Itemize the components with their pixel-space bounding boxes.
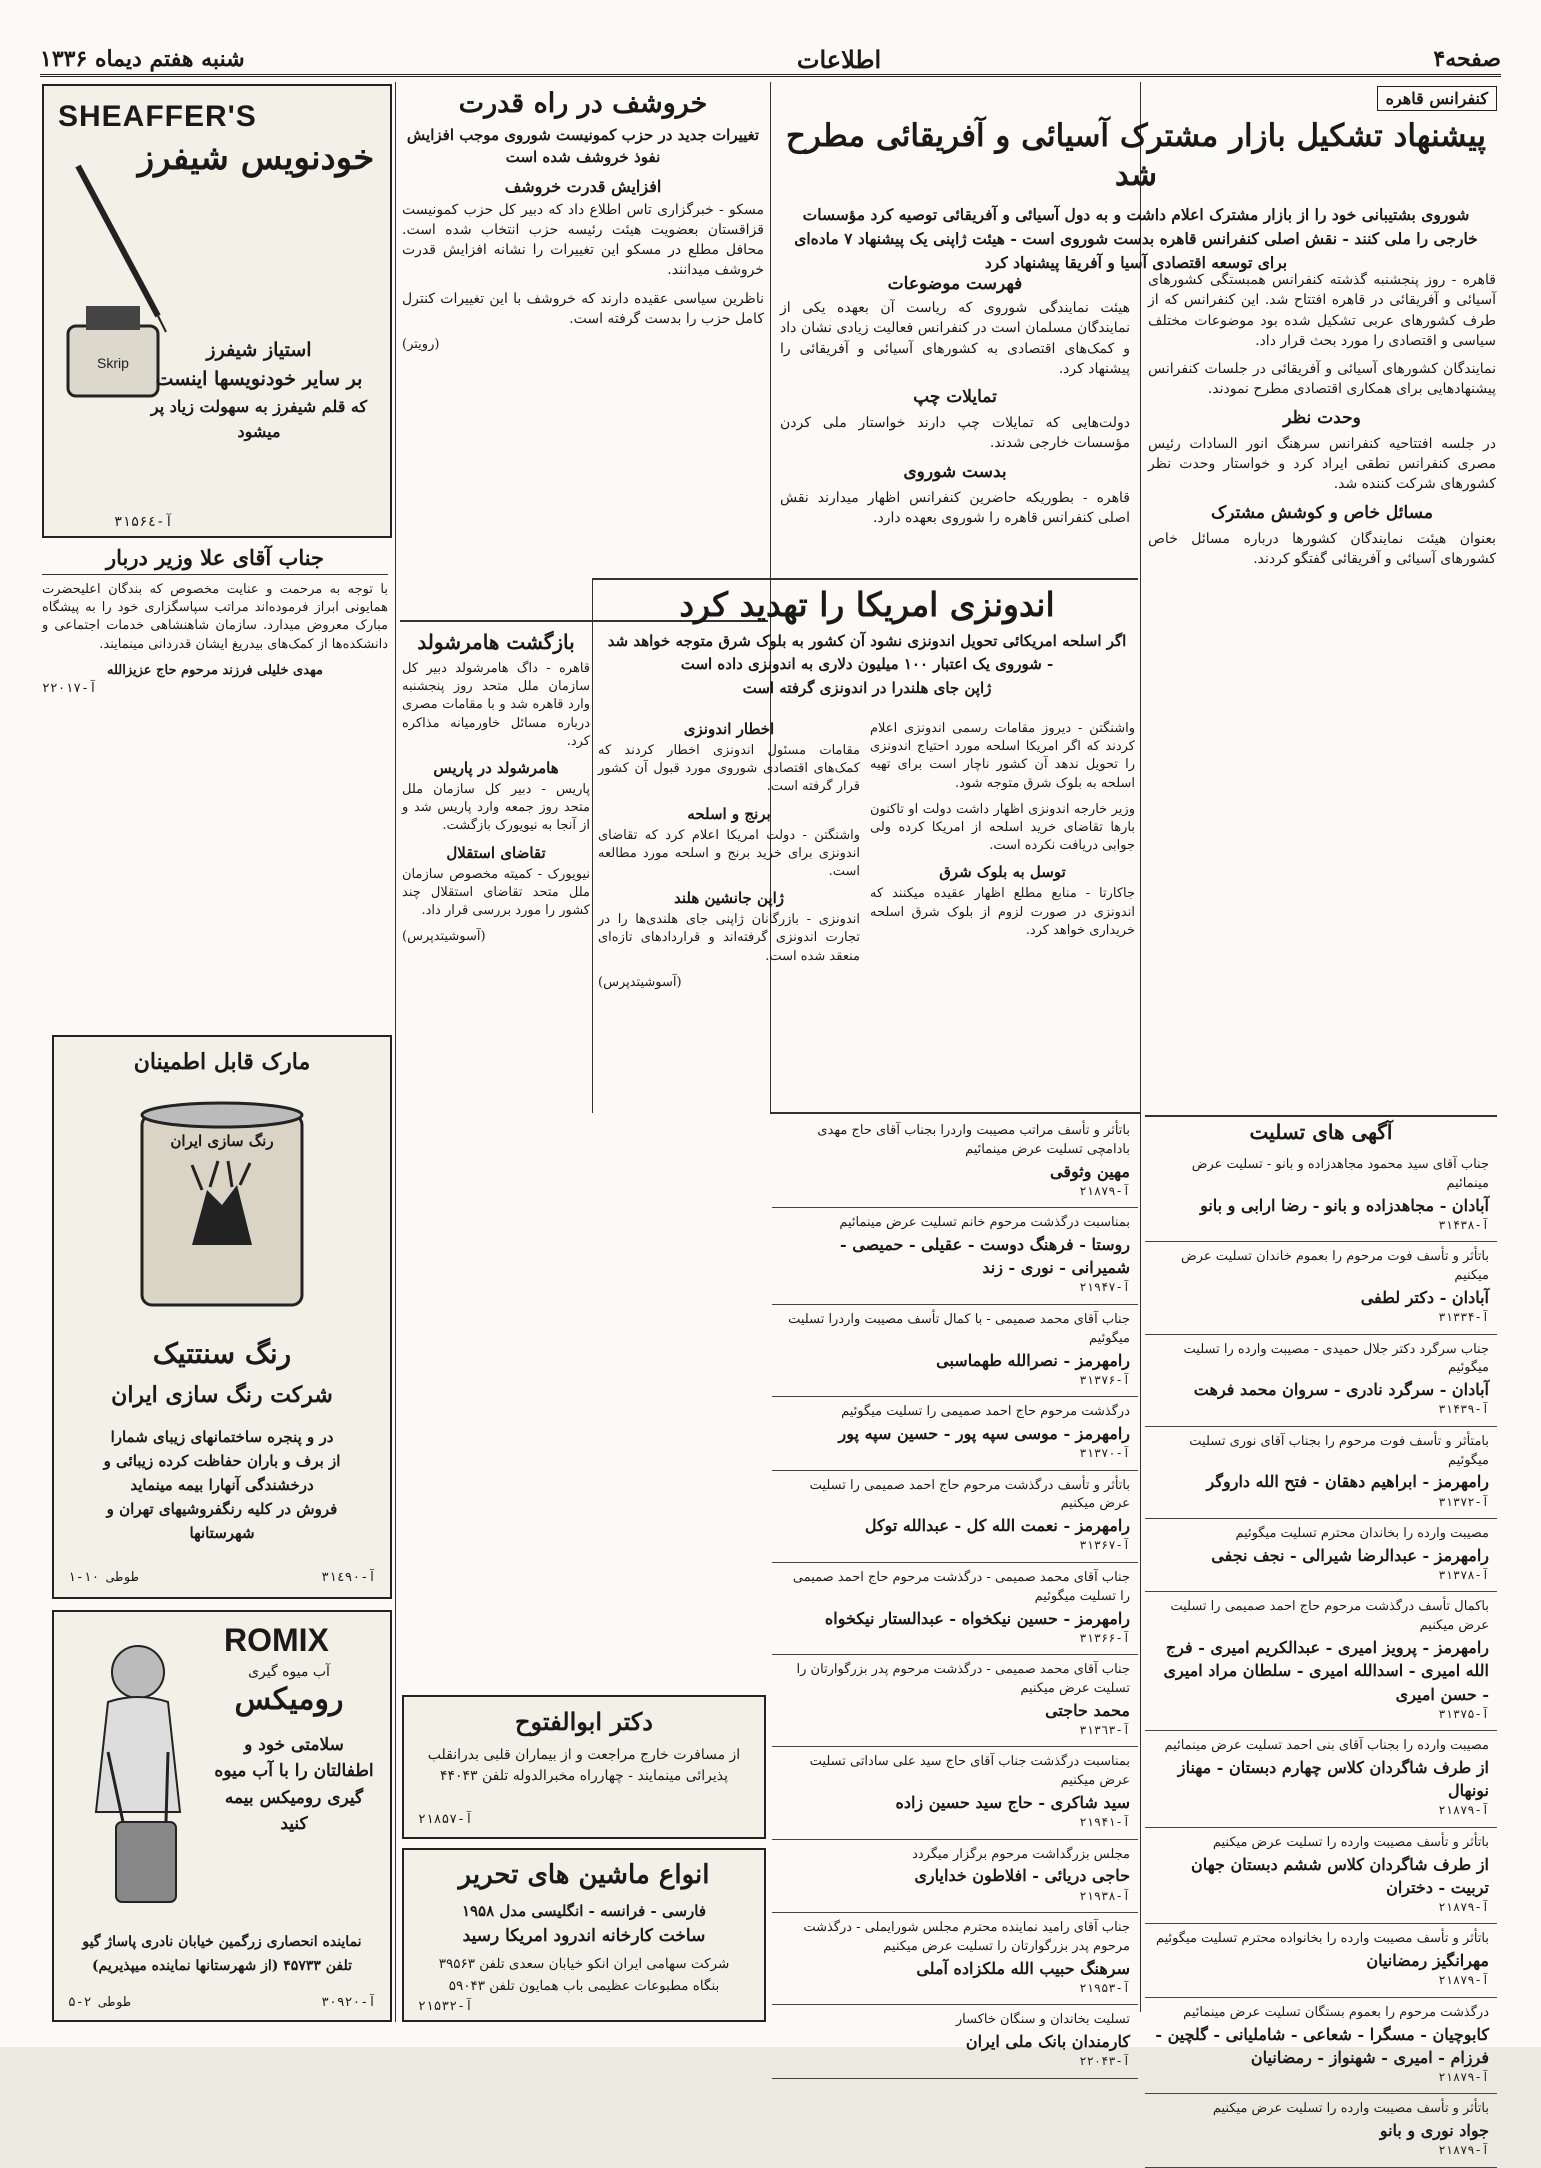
page-number: صفحه۴	[1433, 46, 1501, 72]
condolence-code: آ-۲۱۸۷۹	[1438, 2069, 1489, 2084]
condolence-notice	[772, 1563, 1138, 1655]
condolence-names: رامهرمز - ابراهیم دهقان - فتح الله داروگر	[1206, 1472, 1489, 1492]
condolence-notice	[772, 1397, 1138, 1470]
condolence-notice	[1145, 1731, 1497, 1828]
condolence-code: آ-۲۱۸۷۹	[1438, 2143, 1489, 2158]
condolence-notice	[772, 1747, 1138, 1839]
condolence-code: آ-۲۱۸۷۹	[1438, 1973, 1489, 1988]
condolence-notice	[1145, 1519, 1497, 1592]
cairo-paragraph: دولت‌هایی که تمایلات چپ دارند خواستار ملی کردن مؤسسات خارجی شدند.	[780, 415, 1130, 452]
sheaffer-slogan-1: استیاز شیفرز	[206, 339, 312, 361]
section-rule	[770, 1112, 1140, 1114]
sheaffer-code: آ-۳۱۵۶٤	[114, 514, 174, 530]
paint-copy-line: فروش در کلیه رنگفروشیهای تهران و	[106, 1500, 338, 1518]
condolence-intro: جناب آقای محمد صمیمی - با کمال تأسف مصیبت واردرا تسلیت میگوئیم	[788, 1311, 1130, 1346]
paint-copy	[64, 1425, 380, 1545]
condolence-intro: درگذشت مرحوم را بعموم بستگان تسلیت عرض مینمائیم	[1183, 2004, 1489, 2020]
cairo-article	[775, 86, 1497, 285]
romix-code: آ-۳۰۹۲۰	[321, 1994, 376, 2010]
condolence-names: رامهرمز - حسین نیکخواه - عبدالستار نیکخواه	[824, 1608, 1130, 1628]
indonesia-article	[598, 585, 1136, 705]
condolence-code: آ-۲۱۸۷۹	[1438, 1899, 1489, 1914]
sheaffer-slogan-3: که قلم شیفرز به سهولت زیاد پر میشود	[150, 396, 368, 441]
indonesia-subtitle-arms: برنج و اسلحه	[687, 804, 771, 823]
condolence-intro: باتأثر و تأسف مصیبت وارده را تسلیت عرض میکنیم	[1212, 2101, 1489, 2117]
hammarskjold-paragraph: نیویورک - کمیته مخصوص سازمان ملل متحد تقاضای استقلال چند کشور را مورد بررسی قرار داد.	[402, 866, 590, 918]
condolence-notice	[1145, 2094, 1497, 2167]
cairo-col-b	[780, 270, 1130, 536]
condolence-names: کابوچیان - مسگرا - شعاعی - شاملیانی - گلچین - فرزام - امیری - شهنواز - رمضانیان	[1155, 2024, 1489, 2067]
indonesia-col-a	[870, 720, 1135, 948]
condolence-notice	[772, 1208, 1138, 1305]
paint-top-label: مارک قابل اطمینان	[133, 1049, 311, 1075]
hammarskjold-subtitle: هامرشولد در پاریس	[433, 758, 559, 777]
hammarskjold-note: (آسوشیتدپرس)	[402, 929, 486, 945]
typewriter-ad	[402, 1848, 766, 2022]
romix-slogan: سلامتی خود و اطفالتان را با آب میوه گیری رومیکس بیمه کنید	[214, 1735, 374, 1835]
paint-copy-line: از برف و باران حفاظت کرده زیبائی و	[103, 1452, 341, 1470]
condolence-code: آ-۲۱۹۴۷	[1079, 1280, 1130, 1295]
romix-side: ۵-۲ طوطی	[68, 1994, 131, 2010]
cairo-paragraph: قاهره - روز پنجشنبه گذشته کنفرانس همبستگی کشورهای آسیائی و آفریقائی در قاهره افتتاح شد. این کنفرانس که از طرف کشورهای عربی تشکیل شده بود موضوعات مختلف سیاسی و اقتصادی را مورد بحث قرار داد.	[1148, 272, 1496, 349]
sheaffer-slogan	[144, 336, 374, 444]
condolence-code: آ-۳۱۳۷۵	[1438, 1706, 1489, 1721]
condolence-notice	[1145, 1335, 1497, 1427]
page-header	[40, 44, 1501, 77]
khrushchev-note: (رویتر)	[402, 337, 440, 353]
condolence-names: حاجی دریائی - افلاطون خدایاری	[914, 1866, 1130, 1886]
condolence-names: جواد نوری و بانو	[1379, 2121, 1489, 2141]
condolence-intro: باتأثر و تأسف مصیبت وارده را تسلیت عرض میکنیم	[1212, 1834, 1489, 1850]
condolence-notice	[772, 1840, 1138, 1913]
condolence-column-right	[1145, 1150, 1497, 2168]
doctor-title: دکتر ابوالفتوح	[515, 1707, 653, 1736]
indonesia-subhead-2: ژاپن جای هلندرا در اندونزی گرفته است	[742, 679, 992, 697]
romix-tag: آب میوه گیری	[248, 1664, 330, 1680]
khrushchev-headline: خروشف در راه قدرت	[458, 88, 708, 119]
condolence-names: کارمندان بانک ملی ایران	[965, 2032, 1130, 2052]
paint-copy-line: شهرستانها	[189, 1524, 255, 1542]
column-rule	[395, 82, 396, 2022]
condolence-code: آ-۳۱۳۳۴	[1438, 1310, 1489, 1325]
typewriter-dealer: شرکت سهامی ایران انکو خیابان سعدی تلفن ۳۹۵۶۳	[438, 1956, 730, 1972]
indonesia-paragraph: مقامات مسئول اندونزی اخطار کردند که کمک‌های اقتصادی شوروی مورد قبول آن کشور قرار گرفته است.	[598, 743, 860, 795]
paint-copy-line: در و پنجره ساختمانهای زیبای شمارا	[110, 1428, 334, 1446]
typewriter-langs: فارسی - فرانسه - انگلیسی مدل ۱۹۵۸	[461, 1902, 707, 1920]
minister-notice	[42, 545, 388, 698]
paint-can-icon	[132, 1095, 312, 1315]
condolence-names: سرهنگ حبیب الله ملکزاده آملی	[916, 1958, 1130, 1978]
condolence-intro: بامتأثر و تأسف فوت مرحوم را بجناب آقای نوری تسلیت میگوئیم	[1189, 1433, 1489, 1468]
condolence-intro: باتأثر و تأسف درگذشت مرحوم حاج احمد صمیمی را تسلیت عرض میکنیم	[809, 1477, 1130, 1512]
condolence-names: از طرف شاگردان کلاس چهارم دبستان - مهناز نونهال	[1177, 1757, 1489, 1801]
condolence-intro: جناب سرگرد دکتر جلال حمیدی - مصیبت وارده را تسلیت میگوئیم	[1183, 1341, 1489, 1376]
doctor-notice	[402, 1695, 766, 1839]
paint-company: شرکت رنگ سازی ایران	[111, 1382, 333, 1408]
condolence-intro: جناب آقای سید محمود مجاهدزاده و بانو - تسلیت عرض مینمائیم	[1191, 1157, 1489, 1191]
hammarskjold-subtitle: تقاضای استقلال	[446, 843, 546, 862]
paint-side: ۱-۱۰ طوطی	[68, 1569, 139, 1585]
sheaffer-brand-en: SHEAFFER'S	[58, 100, 257, 133]
indonesia-paragraph: واشنگتن - دیروز مقامات رسمی اندونزی اعلام کردند که اگر امریکا اسلحه مورد احتیاج اندونزی را تحویل ندهد آن کشور ناچار است برای تهیه اسلحه به بلوک شرق متوجه شود.	[870, 721, 1135, 791]
minister-signer: مهدی خلیلی فرزند مرحوم حاج عزیزالله	[107, 662, 323, 678]
cairo-subhead: شوروی بشتیبانی خود را از بازار مشترک اعلام داشت و به دول آسیائی و آفریقائی توصیه کرد مؤسسات خارجی را ملی کنند - نقش اصلی کنفرانس قاهره بدست شوروی است - هیئت ژاپنی یک پیشنهاد ۷ ماده‌ای برای توسعه اقتصادی آسیا و آفریقا پیشنهاد کرد	[794, 204, 1478, 272]
condolence-notice	[1145, 1150, 1497, 1242]
cairo-subtitle-left: تمایلات چپ	[913, 387, 997, 408]
condolence-column-center	[772, 1116, 1138, 2079]
condolence-intro: جناب آقای محمد صمیمی - درگذشت مرحوم پدر بزرگوارتان را تسلیت عرض میکنیم	[796, 1662, 1130, 1696]
condolence-names: سید شاکری - حاج سید حسین زاده	[895, 1793, 1130, 1813]
condolence-names: آبادان - دکتر لطفی	[1360, 1287, 1489, 1307]
romix-agent: نماینده انحصاری زرگمین خیابان نادری پاساژ گیو	[82, 1934, 362, 1950]
condolence-names: آبادان - مجاهدزاده و بانو - رضا ارابی و بانو	[1200, 1195, 1489, 1215]
indonesia-headline: اندونزی امریکا را تهدید کرد	[679, 585, 1055, 624]
doctor-body: از مسافرت خارج مراجعت و از بیماران قلبی بدرانقلب پذیرائی مینمایند - چهارراه مخبرالدوله تلفن ۴۴۰۴۳	[427, 1747, 741, 1784]
condolence-code: آ-۲۱۹۴۱	[1079, 1815, 1130, 1830]
indonesia-subhead: اگر اسلحه امریکائی تحویل اندونزی نشود آن کشور به بلوک شرق متوجه خواهد شد - شوروی یک اعتبار ۱۰۰ میلیون دلاری به اندونزی داده است	[607, 632, 1127, 673]
cairo-tag: کنفرانس قاهره	[1377, 86, 1497, 111]
condolence-intro: مجلس بزرگداشت مرحوم برگزار میگردد	[912, 1846, 1130, 1862]
condolence-code: آ-۲۱۹۵۳	[1079, 1980, 1130, 1995]
condolence-code: آ-۳۱۴۳۸	[1438, 1217, 1489, 1232]
condolence-names: رامهرمز - نعمت الله کل - عبدالله توکل	[864, 1516, 1130, 1536]
indonesia-paragraph: جاکارتا - منابع مطلع اظهار عقیده میکنند که اندونزی در صورت لزوم از بلوک شرق اسلحه خریداری خواهد کرد.	[870, 886, 1135, 938]
condolence-intro: بمناسبت درگذشت مرحوم خانم تسلیت عرض مینمائیم	[839, 1215, 1130, 1231]
condolence-notice	[772, 1116, 1138, 1208]
condolence-code: آ-۳۱۳۷۰	[1079, 1446, 1130, 1461]
cairo-subtitle-unity: وحدت نظر	[1283, 407, 1361, 428]
cairo-paragraph: بعنوان هیئت نمایندگان کشورها درباره مسائل خاص کشورهای آسیائی و آفریقائی گفتگو کردند.	[1148, 530, 1496, 567]
romix-ad	[52, 1610, 392, 2022]
cairo-paragraph: هیئت نمایندگی شوروی که ریاست آن بعهده یکی از نمایندگان مسلمان است در کنفرانس فعالیت زیادی نشان داد و کمک‌های اقتصادی به کشورهای آسیائی و آفریقائی را پیشنهاد کرد.	[780, 300, 1130, 377]
paint-can-label: رنگ سازی ایران	[170, 1132, 274, 1150]
cairo-headline: پیشنهاد تشکیل بازار مشترک آسیائی و آفریقائی مطرح شد	[785, 118, 1487, 193]
condolence-notice	[772, 1305, 1138, 1397]
minister-code: آ-۲۲۰۱۷	[42, 680, 97, 696]
condolence-names: رامهرمز - پرویز امیری - عبدالکریم امیری - فرج الله امیری - اسدالله امیری - سلطان مراد امیری - حسن امیری	[1163, 1638, 1489, 1704]
svg-text:Skrip: Skrip	[97, 355, 129, 371]
condolence-code: آ-۳۱۳۶۷	[1079, 1538, 1130, 1553]
condolences-title: آگهی های تسلیت	[1249, 1120, 1393, 1144]
condolence-names: رامهرمز - موسی سپه پور - حسین سپه پور	[838, 1423, 1130, 1443]
sheaffer-slogan-2: بر سایر خودنویسها اینست	[155, 368, 363, 391]
column-rule	[592, 578, 593, 1113]
condolence-notice	[1145, 1998, 1497, 2095]
khrushchev-paragraph: ناظرین سیاسی عقیده دارند که خروشف با این تغییرات کنترل کامل حزب را بدست گرفته است.	[402, 290, 764, 327]
condolence-code: آ-۲۱۸۷۹	[1438, 1803, 1489, 1818]
cairo-paragraph: در جلسه افتتاحیه کنفرانس سرهنگ انور السادات رئیس مصری کنفرانس نطقی ایراد کرد و خواستار وحدت نظر کشورهای شرکت کننده شد.	[1148, 435, 1496, 493]
paint-product-name: رنگ سنتتیک	[152, 1337, 292, 1370]
condolence-names: مهین وثوقی	[1050, 1161, 1130, 1181]
condolence-code: آ-۲۲۰۴۳	[1079, 2054, 1130, 2069]
condolence-names: محمد حاجتی	[1045, 1700, 1130, 1720]
condolence-names: رامهرمز - نصرالله طهماسبی	[936, 1350, 1130, 1370]
condolence-code: آ-۲۱۹۳۸	[1079, 1888, 1130, 1903]
khrushchev-subhead: تغییرات جدید در حزب کمونیست شوروی موجب افزایش نفوذ خروشف شده است	[406, 126, 760, 166]
condolence-notice	[1145, 1828, 1497, 1925]
romix-brand-en: ROMIX	[224, 1622, 329, 1658]
indonesia-paragraph: اندونزی - بازرگانان ژاپنی جای هلندی‌ها را در تجارت اندونزی گرفته‌اند و قراردادهای تازه‌ای منعقد شده است.	[598, 912, 860, 964]
condolence-intro: باتأثر و تأسف مصیبت وارده را بخانواده محترم تسلیت میگوئیم	[1155, 1931, 1489, 1947]
condolence-names: آبادان - سرگرد نادری - سروان محمد فرهت	[1193, 1380, 1489, 1400]
hammarskjold-paragraph: قاهره - داگ هامرشولد دبیر کل سازمان ملل متحد روز پنجشنبه وارد قاهره شد و با مقامات مصری درباره مسائل خاورمیانه مذاکره کرد.	[402, 661, 590, 749]
condolence-names: رامهرمز - عبدالرضا شیرالی - نجف نجفی	[1211, 1545, 1489, 1565]
romix-brand-fa: رومیکس	[234, 1682, 344, 1717]
condolence-intro: جناب آقای رامید نماینده محترم مجلس شورایملی - درگذشت مرحوم پدر بزرگوارتان را تسلیت عرض میکنیم	[803, 1920, 1130, 1954]
issue-date: شنبه هفتم دیماه ۱۳۳۶	[40, 46, 245, 72]
indonesia-col-b	[598, 720, 860, 992]
sheaffer-ad	[42, 84, 392, 538]
condolence-notice	[1145, 1924, 1497, 1997]
condolence-intro: باتأثر و تأسف فوت مرحوم را بعموم خاندان تسلیت عرض میکنیم	[1181, 1249, 1489, 1284]
indonesia-subtitle-dangers: اخطار اندونزی	[683, 720, 775, 738]
condolence-notice	[772, 1655, 1138, 1747]
condolence-names: مهرانگیز رمضانیان	[1366, 1951, 1489, 1971]
condolence-intro: باتأثر و تأسف مراتب مصیبت واردرا بجناب آقای حاج مهدی بادامچی تسلیت عرض مینمائیم	[817, 1123, 1130, 1157]
condolence-notice	[772, 2005, 1138, 2078]
condolence-names: روستا - فرهنگ دوست - عقیلی - حمیصی - شمیرانی - نوری - زند	[840, 1235, 1130, 1278]
section-rule	[1145, 1115, 1497, 1117]
condolence-intro: مصیبت وارده را بخاندان محترم تسلیت میگوئیم	[1235, 1526, 1489, 1542]
romix-phone: تلفن ۴۵۷۳۳ (از شهرستانها نماینده میپذیریم)	[91, 1958, 353, 1974]
cairo-paragraph: قاهره - بطوریکه حاضرین کنفرانس اظهار میدارند نقش اصلی کنفرانس قاهره را شوروی بعهده دارد.	[780, 489, 1130, 527]
condolence-code: آ-۳۱۴۳۹	[1438, 1402, 1489, 1417]
condolence-code: آ-۳۱۳۶۶	[1079, 1630, 1130, 1645]
cairo-paragraph: نمایندگان کشورهای آسیائی و آفریقائی در جلسات کنفرانس پیشنهادهایی برای همکاری اقتصادی مطرح نمودند.	[1148, 361, 1496, 398]
condolence-intro: بمناسبت درگذشت جناب آقای حاج سید علی ساداتی تسلیت عرض میکنیم	[809, 1754, 1130, 1789]
khrushchev-article	[402, 88, 764, 352]
cairo-subtitle-special: مسائل خاص و کوشش مشترک	[1211, 502, 1433, 523]
minister-title: جناب آقای علا وزیر دربار	[42, 545, 388, 575]
condolence-code: آ-۳۱۳۷۲	[1438, 1494, 1489, 1509]
condolence-notice	[1145, 1427, 1497, 1519]
minister-body: با توجه به مرحمت و عنایت مخصوص که بندگان اعلیحضرت همایونی ابراز فرموده‌اند مراتب سپاسگزاری خود را به پیشگاه مبارک معروض میدارد. سازمان شاهنشاهی خدمات اجتماعی و دانشکده‌ها از کمک‌های بیدریغ ایشان قدردانی مینمایند.	[42, 582, 388, 652]
indonesia-paragraph: وزیر خارجه اندونزی اظهار داشت دولت او تاکنون بارها تقاضای خرید اسلحه از امریکا کرده ولی جوابی دریافت نکرده است.	[870, 801, 1135, 854]
condolence-intro: باکمال تأسف درگذشت مرحوم حاج احمد صمیمی را تسلیت عرض میکنیم	[1170, 1599, 1489, 1634]
hammarskjold-paragraph: پاریس - دبیر کل سازمان ملل متحد روز جمعه وارد پاریس شد و از آنجا به نیویورک بازگشت.	[402, 781, 590, 834]
paint-copy-line: درخشندگی آنهارا بیمه مینماید	[130, 1476, 314, 1494]
indonesia-subtitle-east: توسل به بلوک شرق	[939, 863, 1066, 882]
paper-name: اطلاعات	[796, 44, 882, 74]
condolence-notice	[772, 1471, 1138, 1563]
hammarskjold-headline: بازگشت هامرشولد	[417, 630, 575, 654]
indonesia-paragraph: واشنگتن - دولت امریکا اعلام کرد که تقاضای اندونزی برای خرید برنج و اسلحه مورد مطالعه است.	[598, 827, 860, 879]
indonesia-note: (آسوشیتدپرس)	[598, 974, 682, 990]
condolence-code: آ-۳۱۳٦۳	[1079, 1722, 1130, 1737]
khrushchev-paragraph: مسکو - خبرگزاری تاس اطلاع داد که دبیر کل حزب کمونیست قزاقستان بعضویت هیئت رئیسه حزب انتخاب شده است. محافل مطلع در مسکو این تغییرات را نشانه افزایش قدرت خروشف میدانند.	[402, 201, 764, 279]
condolence-code: آ-۳۱۳۷۶	[1079, 1372, 1130, 1387]
condolence-notice	[1145, 1242, 1497, 1334]
condolence-intro: جناب آقای محمد صمیمی - درگذشت مرحوم حاج احمد صمیمی را تسلیت میگوئیم	[792, 1569, 1130, 1604]
typewriter-branch: بنگاه مطبوعات عظیمی باب همایون تلفن ۵۹۰۴۳	[448, 1978, 720, 1994]
khrushchev-subtitle: افزایش قدرت خروشف	[504, 176, 662, 196]
doctor-code: آ-۲۱۸۵۷	[418, 1811, 473, 1827]
column-rule	[1140, 82, 1141, 2012]
sheaffer-brand-fa: خودنویس شیفرز	[137, 138, 375, 178]
condolence-code: آ-۲۱۸۷۹	[1079, 1183, 1130, 1198]
paint-ad	[52, 1035, 392, 1599]
condolence-names: از طرف شاگردان کلاس ششم دبستان جهان تربیت - دختران	[1190, 1854, 1489, 1897]
cairo-col-a	[1148, 270, 1496, 577]
typewriter-code: آ-۲۱۵۳۲	[418, 1998, 473, 2014]
typewriter-maker: ساخت کارخانه اندرود امریکا رسید	[462, 1926, 706, 1946]
cairo-subtitle-topics: فهرست موضوعات	[887, 274, 1023, 294]
indonesia-subtitle-japan: ژاپن جانشین هلند	[673, 889, 785, 908]
woman-with-juicer-illustration	[68, 1632, 208, 1922]
cairo-subtitle-soviet: بدست شوروی	[903, 461, 1007, 482]
condolence-intro: تسلیت بخاندان و سنگان خاکسار	[955, 2012, 1130, 2028]
typewriter-title: انواع ماشین های تحریر	[458, 1860, 710, 1890]
section-rule	[592, 578, 1138, 580]
condolence-notice	[1145, 1592, 1497, 1731]
condolence-intro: مصیبت وارده را بجناب آقای بنی احمد تسلیت عرض مینمائیم	[1164, 1738, 1489, 1754]
condolence-code: آ-۳۱۳۷۸	[1438, 1568, 1489, 1583]
hammarskjold-article	[402, 630, 590, 946]
paint-code: آ-۳۱٤۹۰	[321, 1569, 376, 1585]
condolence-notice	[772, 1913, 1138, 2005]
condolence-intro: درگذشت مرحوم حاج احمد صمیمی را تسلیت میگوئیم	[841, 1404, 1130, 1420]
